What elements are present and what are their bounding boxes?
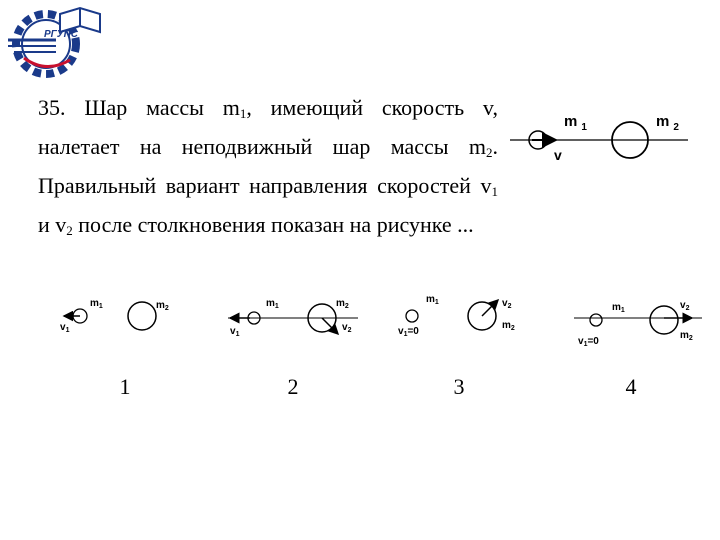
question-sub: 2 xyxy=(66,223,73,238)
option-number-1[interactable]: 1 xyxy=(119,374,131,399)
ball-m2 xyxy=(128,302,156,330)
svg-text:v2: $v_2$ xyxy=(680,300,690,312)
answer-option-3-figure[interactable] xyxy=(384,288,556,358)
svg-text:m2: $m_2$ xyxy=(336,298,349,310)
svg-text:m1: $m_1$ xyxy=(90,298,103,310)
option-number-2[interactable]: 2 xyxy=(287,374,299,399)
label-m2-sub: 2 xyxy=(673,122,679,133)
answer-option-2-figure[interactable] xyxy=(210,288,372,358)
svg-text:m2 xyxy=(656,113,679,133)
university-logo xyxy=(0,0,110,88)
label-m2: m xyxy=(656,113,670,130)
ball-m2 xyxy=(650,306,678,334)
logo-emblem-icon xyxy=(0,0,110,88)
collision-diagram xyxy=(506,104,690,162)
question-part: . Правильный вариант направления скоростей v xyxy=(38,134,498,198)
question-part: и v xyxy=(38,212,67,237)
logo-text: РГУПС xyxy=(44,29,78,40)
svg-text:v1: $v_1$ xyxy=(60,322,70,334)
svg-text:v1: $v_1$ xyxy=(230,326,240,338)
ball-m1 xyxy=(590,314,602,326)
question-part: , имеющий скорость v, налетает на неподвижный шар массы m xyxy=(38,95,499,159)
label-m1: m xyxy=(564,113,578,130)
label-m1-sub: 1 xyxy=(581,122,587,133)
question-number: 35. xyxy=(38,95,66,120)
svg-text:v2: $v_2$ xyxy=(342,322,352,334)
question-text xyxy=(38,88,498,244)
question-sub: 1 xyxy=(239,106,247,121)
svg-text:m2: $m_2$ xyxy=(680,330,693,342)
svg-text:m1: $m_1$ xyxy=(612,302,625,314)
svg-text:v1=0: $v_1=0$ xyxy=(398,326,419,338)
question-part: после столкновения показан на рисунке ... xyxy=(72,212,474,237)
option-number-4[interactable]: 4 xyxy=(625,374,637,399)
svg-text:m1: $m_1$ xyxy=(426,294,439,306)
ball-m1 xyxy=(406,310,418,322)
svg-text:m1: $m_1$ xyxy=(266,298,279,310)
question-part: Шар массы m xyxy=(84,95,240,120)
label-v: v xyxy=(554,147,562,162)
question-sub: 1 xyxy=(491,184,498,199)
svg-text:m1 xyxy=(564,113,587,133)
svg-text:v1=0: $v_1=0$ xyxy=(578,336,599,348)
svg-text:m2: $m_2$ xyxy=(156,300,169,312)
answer-option-1-figure[interactable] xyxy=(44,288,204,358)
option-number-3[interactable]: 3 xyxy=(453,374,465,399)
answer-option-4-figure[interactable] xyxy=(568,288,708,358)
svg-text:v2: $v_2$ xyxy=(502,298,512,310)
svg-text:m2: $m_2$ xyxy=(502,320,515,332)
question-sub: 2 xyxy=(486,145,493,160)
